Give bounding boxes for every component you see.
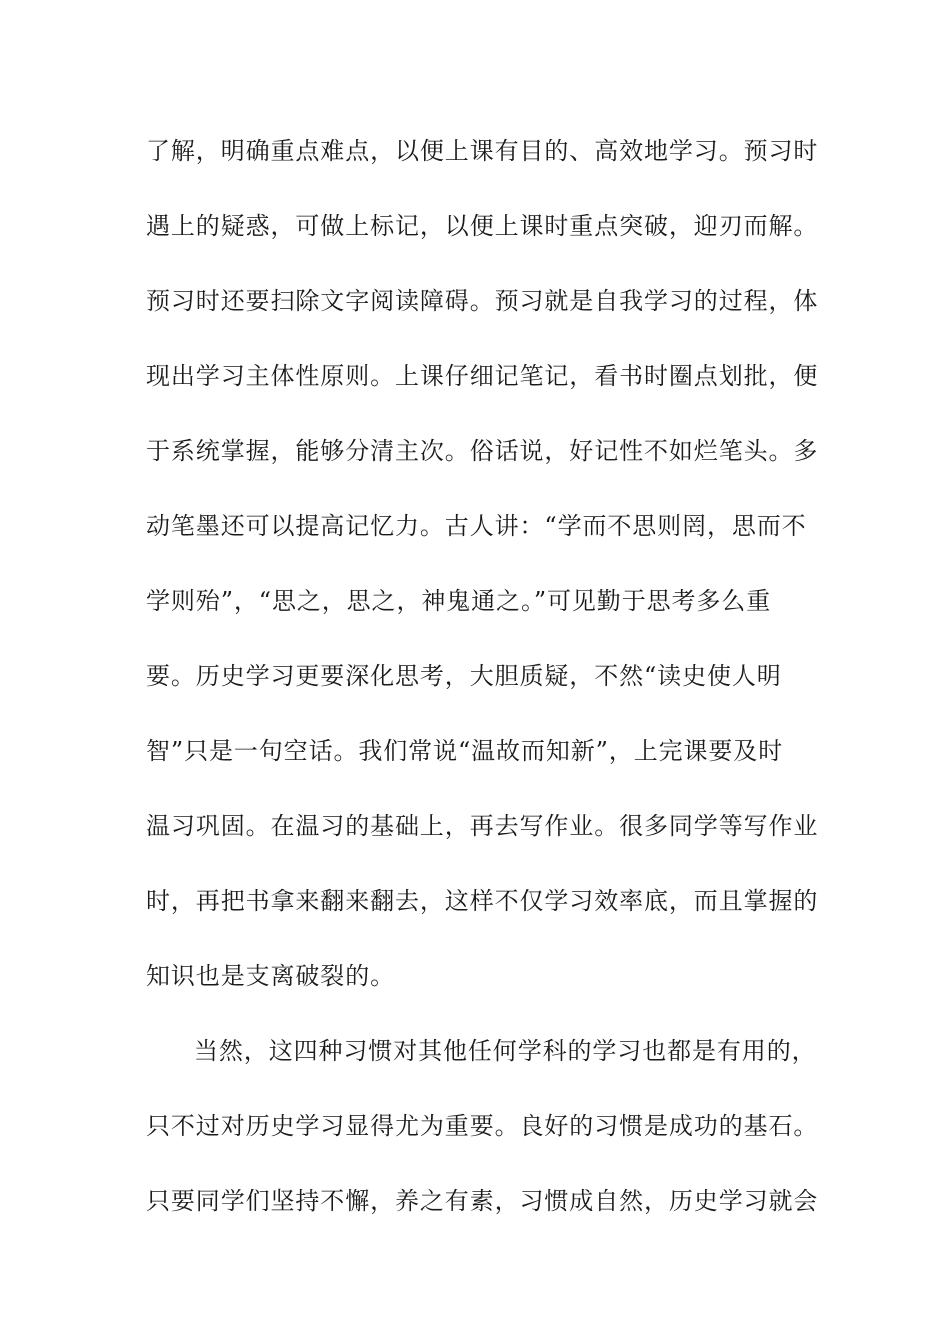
- text-line: 温习巩固。在温习的基础上，再去写作业。很多同学等写作业: [146, 812, 819, 840]
- text-line: 学则殆”，“思之，思之，神鬼通之。”可见勤于思考多么重: [146, 587, 772, 615]
- text-line: 了解，明确重点难点，以便上课有目的、高效地学习。预习时: [146, 137, 819, 165]
- text-line: 于系统掌握，能够分清主次。俗话说，好记性不如烂笔头。多: [146, 437, 819, 465]
- text-line: 遇上的疑惑，可做上标记，以便上课时重点突破，迎刃而解。: [146, 212, 819, 240]
- text-line: 只不过对历史学习显得尤为重要。良好的习惯是成功的基石。: [146, 1112, 819, 1140]
- text-line: 现出学习主体性原则。上课仔细记笔记，看书时圈点划批，便: [146, 362, 819, 390]
- text-line: 要。历史学习更要深化思考，大胆质疑，不然“读史使人明: [146, 662, 782, 690]
- text-line: 时，再把书拿来翻来翻去，这样不仅学习效率底，而且掌握的: [146, 887, 819, 915]
- text-line: 预习时还要扫除文字阅读障碍。预习就是自我学习的过程，体: [146, 287, 819, 315]
- text-line: 智”只是一句空话。我们常说“温故而知新”，上完课要及时: [146, 737, 784, 765]
- paragraph-start-line: 当然，这四种习惯对其他任何学科的学习也都是有用的，: [194, 1037, 817, 1065]
- text-line: 动笔墨还可以提高记忆力。古人讲：“学而不思则罔，思而不: [146, 512, 807, 540]
- text-line: 知识也是支离破裂的。: [146, 962, 395, 990]
- text-line: 只要同学们坚持不懈，养之有素，习惯成自然，历史学习就会: [146, 1187, 819, 1215]
